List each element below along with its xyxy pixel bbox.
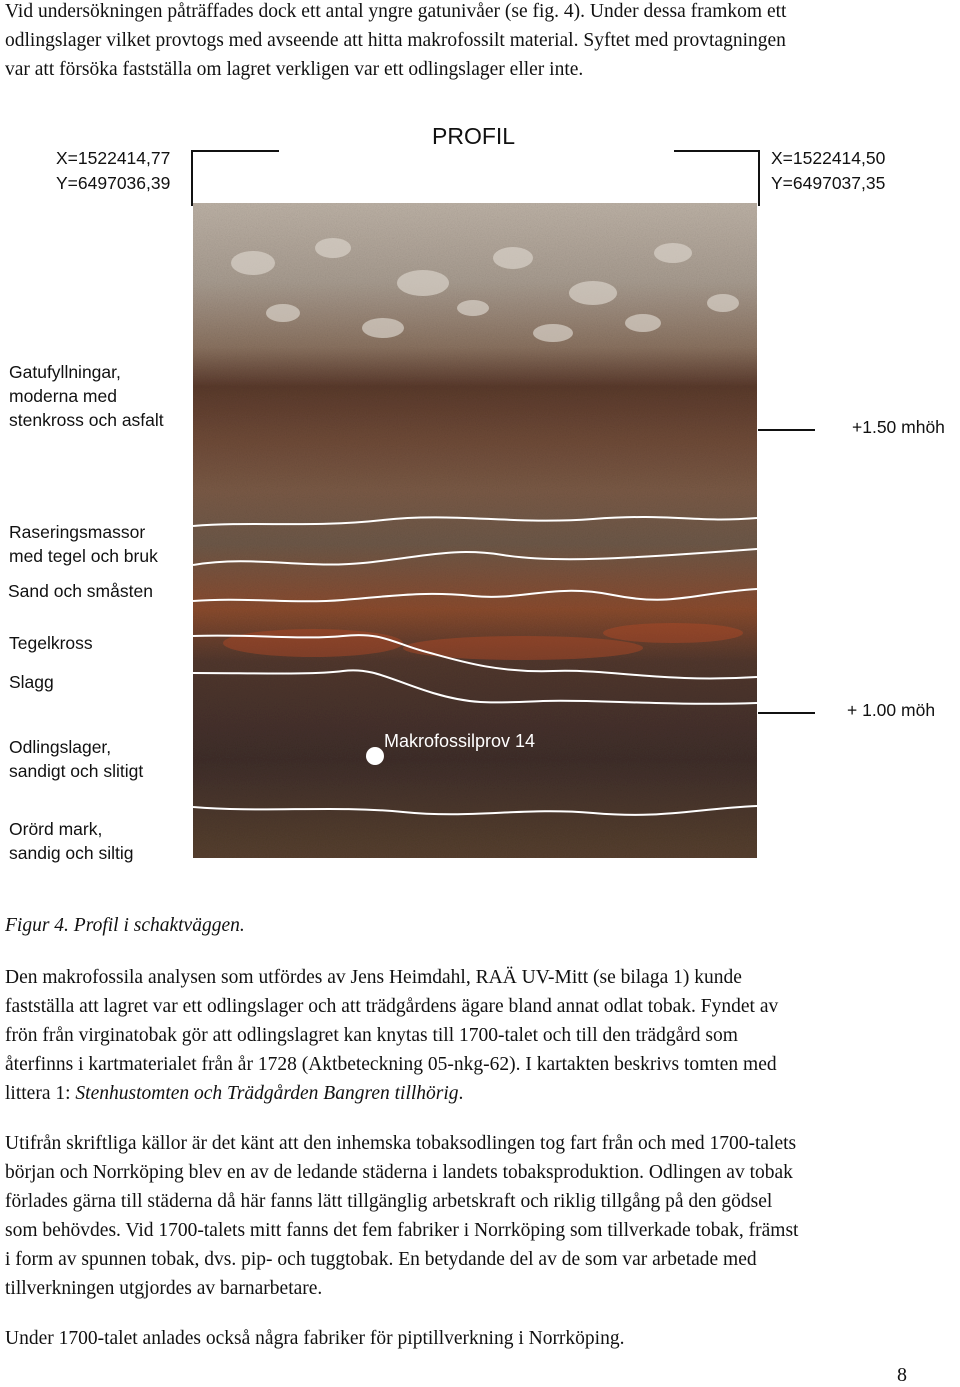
paragraph-pipe-factories: Under 1700-talet anlades också några fabriker för piptillverkning i Norrköping.	[5, 1328, 625, 1349]
profile-bracket-right	[674, 150, 760, 206]
coordinate-right: X=1522414,50 Y=6497037,35	[771, 148, 886, 193]
elevation-label-upper: +1.50 mhöh	[852, 417, 945, 437]
coordinate-left: X=1522414,77 Y=6497036,39	[56, 148, 171, 193]
layer-label-odlingslager: Odlingslager, sandigt och slitigt	[9, 737, 144, 781]
layer-label-orord-mark: Orörd mark, sandig och siltig	[9, 819, 134, 863]
soil-profile-photo	[193, 203, 757, 858]
intro-paragraph: Vid undersökningen påträffades dock ett antal yngre gatunivåer (se fig. 4). Under dessa framkom ett odlingslager vilket provtogs med avseende att hitta makrofossilt material. Syftet med provtagningen var att försöka fastställa om lagret verkligen var ett odlingslager eller inte.	[5, 1, 787, 80]
sample-marker-icon	[366, 747, 384, 765]
layer-label-slagg: Slagg	[9, 672, 54, 692]
paragraph-analysis-end-prefix: littera 1:	[5, 1083, 76, 1104]
profile-bracket-left	[191, 150, 279, 206]
paragraph-tobacco-history: Utifrån skriftliga källor är det känt att den inhemska tobaksodlingen tog fart från och med 1700-talets början och Norrköping blev en av de ledande städerna i landets tobaksproduktion. Odlingen av tobak förlades gärna till städerna då här fanns lätt tillgänglig arbetskraft och riklig tillgång på den gödsel som behövdes. Vid 1700-talets mitt fanns det fem fabriker i Norrköping som tillverkade tobak, främst i form av spunnen tobak, dvs. pip- och tuggtobak. En betydande del av de som var arbetade med tillverkningen utgjordes av barnarbetare.	[5, 1133, 799, 1299]
layer-label-sand: Sand och småsten	[8, 581, 153, 601]
elevation-line-lower	[758, 712, 815, 714]
layer-label-tegelkross: Tegelkross	[9, 633, 93, 653]
paragraph-analysis	[5, 963, 950, 1108]
paragraph-analysis-body: Den makrofossila analysen som utfördes av Jens Heimdahl, RAÄ UV-Mitt (se bilaga 1) kunde fastställa att lagret var ett odlingslager och att trädgårdens ägare bland annat odlat tobak. Fyndet av frön från virginatobak gör att odlingslagret kan knytas till 1700-talet och till den trädgård som återfinns i kartmaterialet från år 1728 (Aktbeteckning 05-nkg-62). I kartakten beskrivs tomten med	[5, 967, 779, 1075]
elevation-label-lower: + 1.00 möh	[847, 700, 936, 720]
figure-caption: Figur 4. Profil i schaktväggen.	[5, 915, 245, 936]
layer-label-raseringsmassor: Raseringsmassor med tegel och bruk	[9, 522, 158, 566]
profile-title: PROFIL	[432, 123, 516, 149]
sample-label: Makrofossilprov 14	[384, 731, 536, 751]
elevation-line-upper	[758, 429, 815, 431]
paragraph-analysis-end-suffix: .	[458, 1083, 464, 1104]
paragraph-analysis-italic-quote: Stenhustomten och Trädgården Bangren tillhörig	[75, 1083, 459, 1104]
layer-label-gatufyllningar: Gatufyllningar, moderna med stenkross och asfalt	[9, 362, 164, 430]
page-number: 8	[897, 1364, 907, 1386]
